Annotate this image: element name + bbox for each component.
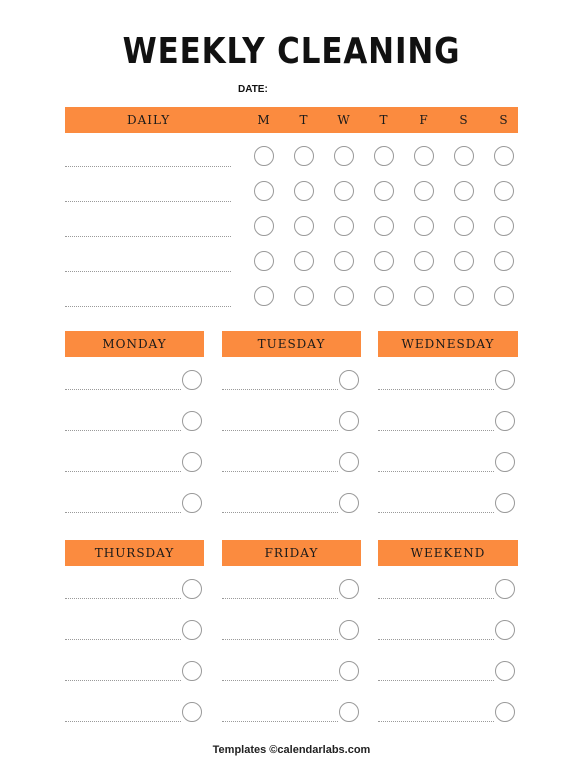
task-line[interactable]	[65, 680, 181, 681]
task-checkbox[interactable]	[182, 370, 202, 390]
task-line[interactable]	[378, 721, 494, 722]
section-bar-tuesday	[222, 331, 361, 357]
day-letter-sat: S	[459, 113, 469, 127]
task-checkbox[interactable]	[182, 452, 202, 472]
daily-checkbox[interactable]	[334, 251, 354, 271]
daily-checkbox[interactable]	[334, 286, 354, 306]
task-line[interactable]	[65, 430, 181, 431]
day-letter-sun: S	[499, 113, 509, 127]
daily-task-line[interactable]	[65, 271, 231, 272]
day-letter-fri: F	[419, 113, 429, 127]
daily-checkbox[interactable]	[294, 146, 314, 166]
task-line[interactable]	[378, 389, 494, 390]
task-line[interactable]	[65, 471, 181, 472]
task-checkbox[interactable]	[339, 661, 359, 681]
daily-checkbox[interactable]	[254, 181, 274, 201]
task-checkbox[interactable]	[339, 620, 359, 640]
day-letter-tue: T	[299, 113, 309, 127]
task-checkbox[interactable]	[182, 493, 202, 513]
footer-credit: Templates ©calendarlabs.com	[212, 744, 371, 756]
task-checkbox[interactable]	[182, 620, 202, 640]
task-checkbox[interactable]	[339, 579, 359, 599]
section-label: WEDNESDAY	[401, 337, 495, 351]
task-checkbox[interactable]	[495, 411, 515, 431]
task-line[interactable]	[65, 512, 181, 513]
task-checkbox[interactable]	[339, 370, 359, 390]
task-line[interactable]	[378, 639, 494, 640]
task-checkbox[interactable]	[495, 370, 515, 390]
task-line[interactable]	[65, 721, 181, 722]
daily-checkbox[interactable]	[414, 286, 434, 306]
task-checkbox[interactable]	[495, 452, 515, 472]
task-line[interactable]	[378, 471, 494, 472]
daily-checkbox[interactable]	[294, 286, 314, 306]
task-checkbox[interactable]	[339, 493, 359, 513]
section-bar-friday	[222, 540, 361, 566]
section-label: FRIDAY	[264, 546, 319, 560]
task-line[interactable]	[222, 512, 338, 513]
daily-checkbox[interactable]	[294, 251, 314, 271]
daily-checkbox[interactable]	[334, 146, 354, 166]
daily-checkbox[interactable]	[494, 251, 514, 271]
daily-checkbox[interactable]	[454, 251, 474, 271]
daily-checkbox[interactable]	[294, 216, 314, 236]
daily-checkbox[interactable]	[374, 216, 394, 236]
daily-checkbox[interactable]	[494, 146, 514, 166]
daily-task-line[interactable]	[65, 201, 231, 202]
page-title: WEEKLY CLEANING	[122, 31, 461, 72]
daily-checkbox[interactable]	[454, 181, 474, 201]
task-line[interactable]	[222, 598, 338, 599]
task-line[interactable]	[222, 389, 338, 390]
task-line[interactable]	[65, 639, 181, 640]
daily-checkbox[interactable]	[294, 181, 314, 201]
daily-checkbox[interactable]	[254, 216, 274, 236]
task-line[interactable]	[378, 680, 494, 681]
daily-checkbox[interactable]	[494, 181, 514, 201]
task-checkbox[interactable]	[339, 411, 359, 431]
daily-checkbox[interactable]	[414, 146, 434, 166]
task-line[interactable]	[378, 512, 494, 513]
task-checkbox[interactable]	[495, 661, 515, 681]
task-checkbox[interactable]	[339, 452, 359, 472]
section-label: TUESDAY	[257, 337, 326, 351]
task-checkbox[interactable]	[182, 702, 202, 722]
daily-checkbox[interactable]	[254, 146, 274, 166]
section-bar-monday	[65, 331, 204, 357]
day-letter-mon: M	[257, 113, 271, 127]
daily-checkbox[interactable]	[454, 146, 474, 166]
task-checkbox[interactable]	[182, 661, 202, 681]
task-line[interactable]	[65, 598, 181, 599]
daily-task-line[interactable]	[65, 166, 231, 167]
daily-checkbox[interactable]	[374, 286, 394, 306]
daily-checkbox[interactable]	[254, 251, 274, 271]
task-line[interactable]	[65, 389, 181, 390]
daily-checkbox[interactable]	[454, 286, 474, 306]
daily-label: DAILY	[127, 113, 171, 127]
task-checkbox[interactable]	[495, 620, 515, 640]
daily-header-bar	[65, 107, 518, 133]
day-letter-thu: T	[379, 113, 389, 127]
task-checkbox[interactable]	[495, 579, 515, 599]
daily-task-line[interactable]	[65, 236, 231, 237]
task-line[interactable]	[378, 430, 494, 431]
daily-checkbox[interactable]	[254, 286, 274, 306]
daily-checkbox[interactable]	[414, 251, 434, 271]
task-checkbox[interactable]	[339, 702, 359, 722]
task-checkbox[interactable]	[495, 493, 515, 513]
task-checkbox[interactable]	[182, 579, 202, 599]
daily-checkbox[interactable]	[414, 216, 434, 236]
section-bar-weekend	[378, 540, 518, 566]
task-line[interactable]	[222, 471, 338, 472]
section-bar-thursday	[65, 540, 204, 566]
daily-checkbox[interactable]	[334, 216, 354, 236]
daily-checkbox[interactable]	[494, 286, 514, 306]
task-line[interactable]	[378, 598, 494, 599]
daily-checkbox[interactable]	[454, 216, 474, 236]
daily-checkbox[interactable]	[414, 181, 434, 201]
daily-checkbox[interactable]	[374, 146, 394, 166]
task-checkbox[interactable]	[182, 411, 202, 431]
section-label: WEEKEND	[410, 546, 486, 560]
section-label: THURSDAY	[94, 546, 175, 560]
task-line[interactable]	[222, 639, 338, 640]
section-label: MONDAY	[102, 337, 167, 351]
daily-checkbox[interactable]	[374, 251, 394, 271]
daily-checkbox[interactable]	[334, 181, 354, 201]
task-line[interactable]	[222, 430, 338, 431]
day-letter-wed: W	[337, 113, 351, 127]
task-line[interactable]	[222, 721, 338, 722]
daily-checkbox[interactable]	[374, 181, 394, 201]
task-line[interactable]	[222, 680, 338, 681]
date-label: DATE:	[238, 84, 268, 95]
task-checkbox[interactable]	[495, 702, 515, 722]
daily-task-line[interactable]	[65, 306, 231, 307]
daily-checkbox[interactable]	[494, 216, 514, 236]
section-bar-wednesday	[378, 331, 518, 357]
